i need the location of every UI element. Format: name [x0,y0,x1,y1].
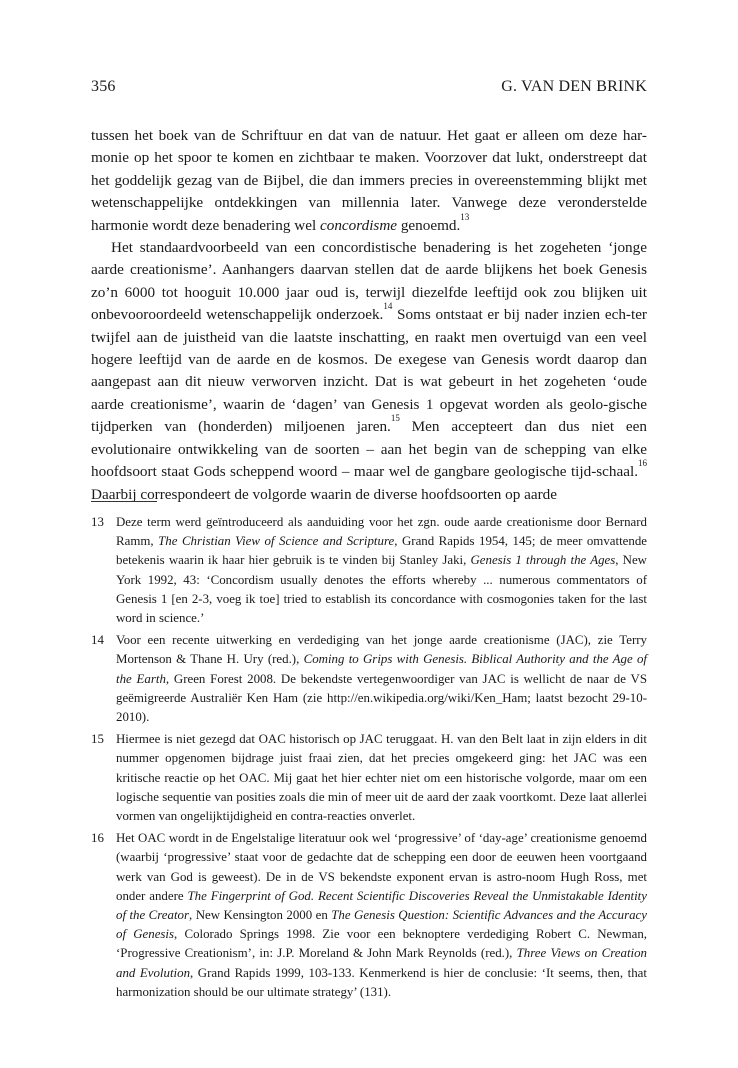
footnotes [91,513,647,1005]
footnote-ref-13[interactable]: 13 [460,211,470,222]
footnote-15: 15 Hiermee is niet gezegd dat OAC historisch op JAC teruggaat. H. van den Belt laat in zijn elders in dit nummer opgenomen bijdrage juist fraai zien, dat het precies omgekeerd ging: het JAC was een kritische reactie op het OAC. Mij gaat het hier echter niet om een historische volgorde, maar om een logische sequentie van posities zoals die min of meer uit de aard der zaak voortkomt. Deze laat allerlei vormen van ongelijktijdigheid en contra-reacties onverlet. [91,732,647,824]
footnote-14: 14 Voor een recente uitwerking en verdediging van het jonge aarde creationisme (JAC), zie Terry Mortenson & Thane H. Ury (red.), Coming to Grips with Genesis. Biblical Authority and the Age of the Earth, Green Forest 2008. De bekendste vertegenwoordiger van JAC is wellicht de naar de VS geëmigreerde Australiër Ken Ham (zie http://en.wikipedia.org/wiki/Ken_Ham; laatst bezocht 29-10-2010). [91,633,647,725]
footnote-number: 13 [91,515,104,529]
footnote-number: 14 [91,633,104,648]
term-concordisme: concordisme [319,216,398,234]
running-header [91,78,647,100]
paragraph-2: Het standaardvoorbeeld van een concordistische benadering is het zogeheten ‘jonge aarde creationisme’. Aanhangers daarvan stellen dat de aarde blijkens het boek Genesis zo’n 6000 tot hooguit 10.000 jaar oud is, terwijl diezelfde leeftijd ook zou blijken uit onbevooroordeeld wetenschappelijk onderzoek.$^{14}$ Soms ontstaat er bij nader inzien ech-ter twijfel aan de juistheid van die laatste inschatting, en raakt men overtuigd van een veel hogere leeftijd van de aarde en de kosmos. De exegese van Genesis wordt daarop dan aangepast aan dit nieuw verworven inzicht. Dat is wat gebeurt in het zogeheten ‘oude aarde creationisme’, waarin de ‘dagen’ van Genesis 1 opgevat worden als geolo-gische tijdperken van (honderden) miljoenen jaren.$^{15}$ Men accepteert dan dus niet een evolutionaire ontwikkeling van de soorten – aan het begin van de schepping van elke hoofdsoort staat Gods scheppend woord – maar wel de gangbare geologische tijd-schaal.$^{16}$ Daarbij correspondeert de volgorde waarin de diverse hoofdsoorten op aarde [91,239,647,503]
footnote-16: 16 Het OAC wordt in de Engelstalige literatuur ook wel ‘progressive’ of ‘day-age’ creationisme genoemd (waarbij ‘progressive’ staat voor de gedachte dat de schepping een door de eeuwen heen voortgaand werk van God is geweest). De in de VS bekendste exponent ervan is astro-noom Hugh Ross, met onder andere The Fingerprint of God. Recent Scientific Discoveries Reveal the Unmistakable Identity of the Creator, New Kensington 2000 en The Genesis Question: Scientific Advances and the Accuracy of Genesis, Colorado Springs 1998. Zie voor een beknoptere verdediging Robert C. Newman, ‘Progressive Creationism’, in: J.P. Moreland & John Mark Reynolds (red.), Three Views on Creation and Evolution, Grand Rapids 1999, 103-133. Kenmerkend is hier de conclusie: ‘It seems, then, that harmonization should be our ultimate strategy’ (131). [91,831,648,999]
footnote-ref-16[interactable]: 16 [638,458,647,469]
footnote-ref-14[interactable]: 14 [383,301,393,312]
footnote-number: 15 [91,732,104,747]
paragraph-1: tussen het boek van de Schriftuur en dat van de natuur. Het gaat er alleen om deze har-monie op het spoor te komen en zichtbaar te maken. Voorzover dat lukt, onderstreept dat het goddelijk gezag van de Bijbel, die dan immers precies in overeenstemming blijkt met wetenschappelijke ontdekkingen van millennia later. Vanwege deze veronderstelde harmonie wordt deze benadering wel concordisme genoemd.$^{13}$ [91,127,647,234]
page-number: 356 [91,78,116,95]
footnote-13: 13 Deze term werd geïntroduceerd als aanduiding voor het zgn. oude aarde creationisme door Bernard Ramm, The Christian View of Science and Scripture, Grand Rapids 1954, 145; de meer omvattende betekenis waarin ik haar hier gebruik is te vinden bij Stanley Jaki, Genesis 1 through the Ages, New York 1992, 43: ‘Concordism usually denotes the efforts whereby ... numerous commentators of Genesis 1 [en 2-3, voeg ik toe] tried to establish its concordance with cosmogonies taken for the last word in science.’ [91,515,647,626]
footnote-number: 16 [91,831,104,846]
footnote-ref-15[interactable]: 15 [390,413,400,424]
running-head-author: G. VAN DEN BRINK [501,78,647,95]
body-text [91,125,647,506]
footnote-separator [91,501,157,502]
